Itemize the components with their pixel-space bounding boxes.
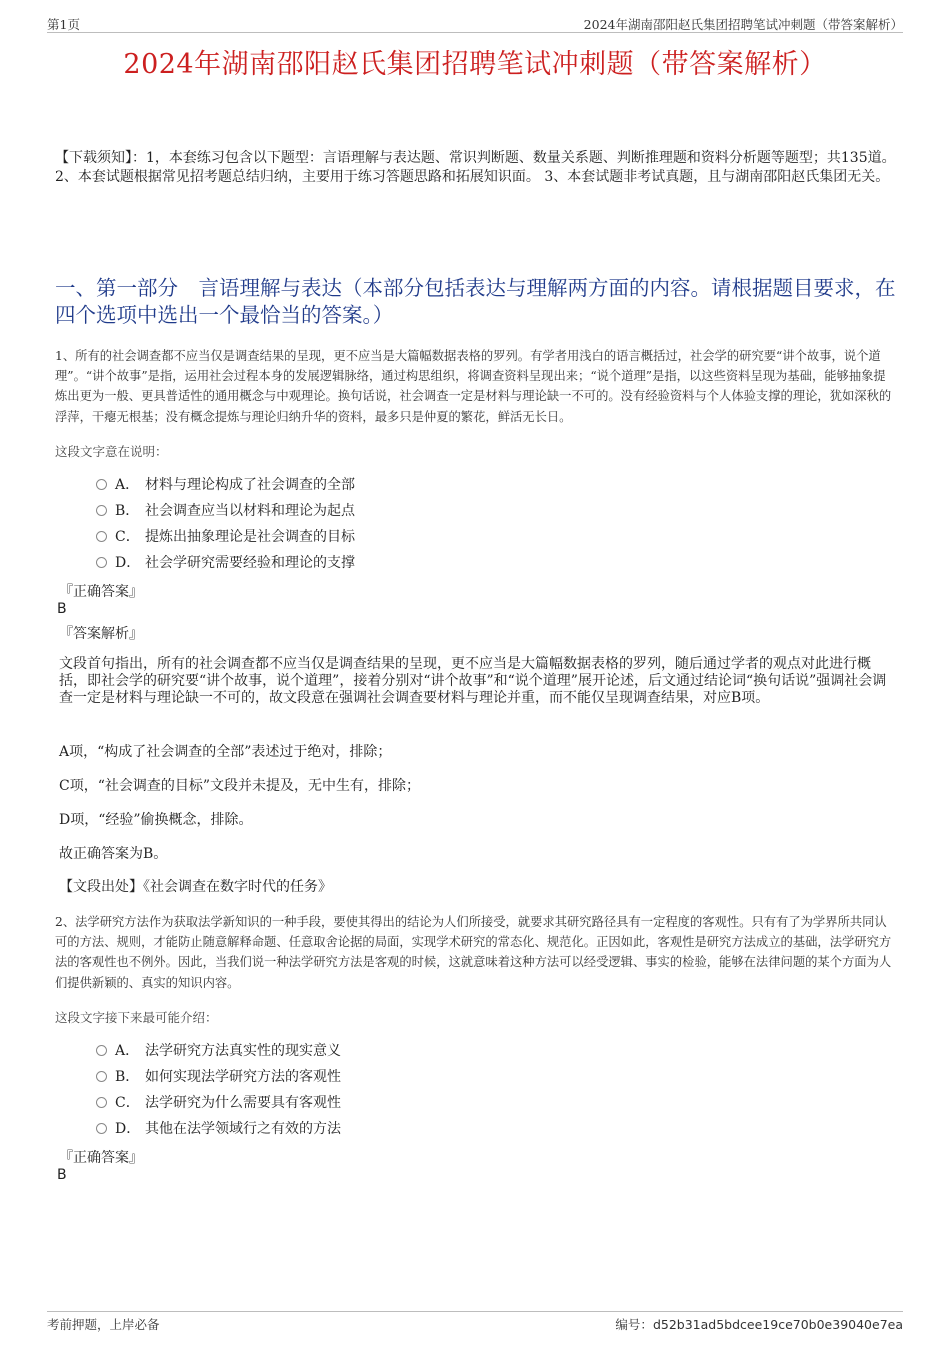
option-b[interactable]: B． 如何实现法学研究方法的客观性	[96, 1064, 341, 1090]
radio-icon[interactable]	[96, 479, 107, 490]
correct-answer-value: B	[57, 1167, 67, 1183]
radio-icon[interactable]	[96, 1071, 107, 1082]
option-a[interactable]: A． 法学研究方法真实性的现实意义	[96, 1038, 341, 1064]
page-header	[47, 14, 903, 33]
download-notice: 【下载须知】：1，本套练习包含以下题型：言语理解与表达题、常识判断题、数量关系题、判断推理题和资料分析题等题型；共135道。 2、本套试题根据常见招考题总结归纳，主要用于练习答题思路和拓展知识面。 3、本套试题非考试真题，且与湖南邵阳赵氏集团无关。	[55, 150, 896, 185]
option-a[interactable]: A． 材料与理论构成了社会调查的全部	[96, 472, 355, 498]
document-title: 2024年湖南邵阳赵氏集团招聘笔试冲刺题（带答案解析）	[123, 49, 827, 80]
radio-icon[interactable]	[96, 1097, 107, 1108]
option-d[interactable]: D． 社会学研究需要经验和理论的支撑	[96, 550, 355, 576]
question-1-prompt: 这段文字意在说明：	[55, 444, 168, 459]
option-b[interactable]: B． 社会调查应当以材料和理论为起点	[96, 498, 355, 524]
page-number: 第1页	[47, 17, 80, 32]
question-1-text: 1、所有的社会调查都不应当仅是调查结果的呈现，更不应当是大篇幅数据表格的罗列。有学者用浅白的语言概括过，社会学的研究要“讲个故事，说个道理”。“讲个故事”是指，运用社会过程本身的发展逻辑脉络，通过构思组织，将调查资料呈现出来；“说个道理”是指，以这些资料呈现为基础，能够抽象提炼出更为一般、更具普适性的通用概念与中观理论。换句话说，社会调查一定是材料与理论缺一不可的。没有经验资料与个人体验支撑的理论，犹如深秋的浮萍，干瘪无根基；没有概念提炼与理论归纳升华的资料，最多只是仲夏的繁花，鲜活无长日。	[55, 349, 892, 424]
radio-icon[interactable]	[96, 557, 107, 568]
page-footer	[47, 1311, 903, 1335]
question-2-prompt: 这段文字接下来最可能介绍：	[55, 1010, 218, 1025]
radio-icon[interactable]	[96, 1123, 107, 1134]
footer-slogan: 考前押题，上岸必备	[47, 1317, 160, 1332]
correct-answer-value: B	[57, 601, 67, 617]
question-2-text: 2、法学研究方法作为获取法学新知识的一种手段，要使其得出的结论为人们所接受，就要求其研究路径具有一定程度的客观性。只有有了为学界所共同认可的方法、规则，才能防止随意解释命题、任意取舍论据的局面，实现学术研究的常态化、规范化。正因如此，客观性是研究方法成立的基础，法学研究方法的客观性也不例外。因此，当我们说一种法学研究方法是客观的时候，这就意味着这种方法可以经受逻辑、事实的检验，能够在法律问题的某个方面为人们提供新颖的、真实的知识内容。	[55, 915, 892, 990]
analysis-paragraph: 文段首句指出，所有的社会调查都不应当仅是调查结果的呈现，更不应当是大篇幅数据表格的罗列，随后通过学者的观点对此进行概括，即社会学的研究要“讲个故事，说个道理”，接着分别对“讲个故事”和“说个道理”展开论述，后文通过结论词“换句话说”强调社会调查一定是材料与理论缺一不可的，故文段意在强调社会调查要材料与理论并重，而不能仅呈现调查结果，对应B项。	[59, 656, 887, 706]
analysis-line: D项，“经验”偷换概念，排除。	[59, 812, 253, 828]
analysis-line: C项，“社会调查的目标”文段并未提及，无中生有，排除；	[59, 778, 421, 794]
analysis-label: 『答案解析』	[59, 626, 143, 642]
question-1-options	[96, 472, 355, 576]
option-c[interactable]: C． 法学研究为什么需要具有客观性	[96, 1090, 341, 1116]
radio-icon[interactable]	[96, 1045, 107, 1056]
question-2-options	[96, 1038, 341, 1142]
analysis-line: A项，“构成了社会调查的全部”表述过于绝对，排除；	[59, 744, 392, 760]
footer-code-value: d52b31ad5bdcee19ce70b0e39040e7ea	[652, 1317, 903, 1332]
radio-icon[interactable]	[96, 531, 107, 542]
correct-answer-label: 『正确答案』	[59, 1150, 143, 1166]
option-c[interactable]: C． 提炼出抽象理论是社会调查的目标	[96, 524, 355, 550]
radio-icon[interactable]	[96, 505, 107, 516]
footer-code	[615, 1315, 903, 1333]
footer-code-label: 编号：	[615, 1317, 653, 1332]
section-heading: 一、第一部分 言语理解与表达（本部分包括表达与理解两方面的内容。请根据题目要求，在四个选项中选出一个最恰当的答案。）	[55, 276, 896, 327]
header-doc-title: 2024年湖南邵阳赵氏集团招聘笔试冲刺题（带答案解析）	[583, 17, 903, 32]
source-note: 【文段出处】《社会调查在数字时代的任务》	[59, 879, 332, 895]
correct-answer-label: 『正确答案』	[59, 584, 143, 600]
option-d[interactable]: D． 其他在法学领域行之有效的方法	[96, 1116, 341, 1142]
analysis-conclusion: 故正确答案为B。	[59, 846, 168, 862]
